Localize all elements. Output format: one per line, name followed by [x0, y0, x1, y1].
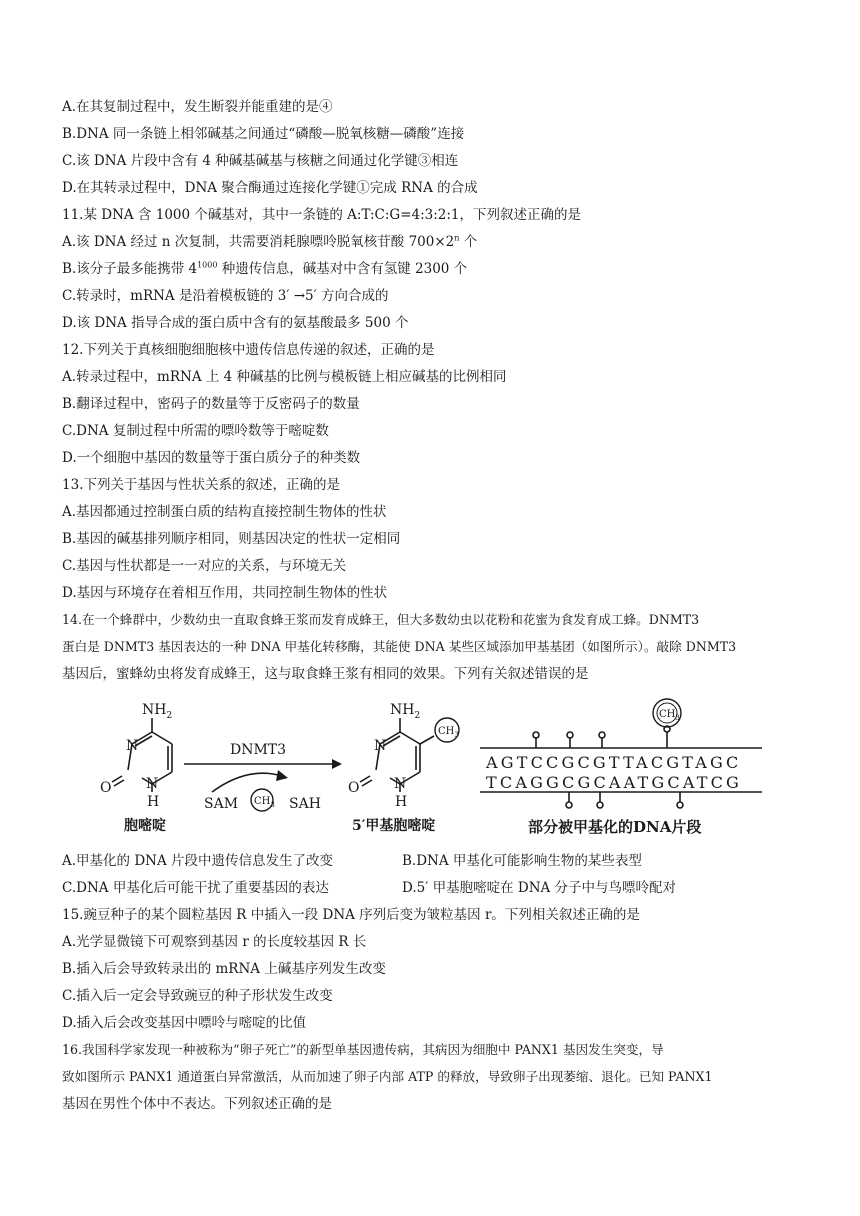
- cytosine-h-label: H: [147, 794, 160, 810]
- q16-stem-line3: 基因在男性个体中不表达。下列叙述正确的是: [62, 1096, 332, 1112]
- q11-option-c: C.转录时，mRNA 是沿着模板链的 3′ →5′ 方向合成的: [62, 288, 389, 304]
- reaction-arrow: [184, 759, 342, 792]
- q12-stem: 12.下列关于真核细胞细胞核中遗传信息传递的叙述，正确的是: [62, 342, 435, 358]
- q13-option-b: B.基因的碱基排列顺序相同，则基因决定的性状一定相同: [62, 531, 401, 547]
- q14-option-c: C.DNA 甲基化后可能干扰了重要基因的表达: [62, 880, 329, 896]
- methylcytosine-caption: 5′甲基胞嘧啶: [352, 818, 436, 834]
- q14-option-d: D.5′ 甲基胞嘧啶在 DNA 分子中与鸟嘌呤配对: [402, 880, 677, 896]
- methylcytosine-methyl-label: $CH_3$: [438, 726, 459, 739]
- dna-top-strand: AGTCCGCGTTACGTAGC: [486, 753, 742, 772]
- q16-stem-line1: 16.我国科学家发现一种被称为“卵子死亡”的新型单基因遗传病，其病因为细胞中 PANX1 基因发生突变，导: [62, 1042, 664, 1057]
- cytosine-nh2-label: $NH_2$: [142, 702, 173, 721]
- dna-fragment-caption: 部分被甲基化的DNA片段: [528, 818, 702, 836]
- cytosine-caption: 胞嘧啶: [124, 818, 166, 834]
- methylcytosine-o-label: O: [348, 780, 360, 796]
- q11-option-d: D.该 DNA 指导合成的蛋白质中含有的氨基酸最多 500 个: [62, 315, 409, 331]
- dna-bottom-strand: TCAGGCGCAATGCATCG: [486, 773, 743, 792]
- q13-option-a: A.基因都通过控制蛋白质的结构直接控制生物体的性状: [62, 504, 387, 520]
- q12-option-d: D.一个细胞中基因的数量等于蛋白质分子的种类数: [62, 450, 361, 466]
- q14-stem-line3: 基因后，蜜蜂幼虫将发育成蜂王，这与取食蜂王浆有相同的效果。下列有关叙述错误的是: [62, 666, 589, 682]
- q10-option-d: D.在其转录过程中，DNA 聚合酶通过连接化学键①完成 RNA 的合成: [62, 180, 478, 196]
- methylcytosine-n3-label: N: [374, 738, 387, 754]
- q15-option-d: D.插入后会改变基因中嘌呤与嘧啶的比值: [62, 1015, 307, 1031]
- q10-option-c: C.该 DNA 片段中含有 4 种碱基碱基与核糖之间通过化学键③相连: [62, 153, 459, 169]
- cytosine-n3-label: N: [126, 738, 139, 754]
- q12-option-a: A.转录过程中，mRNA 上 4 种碱基的比例与模板链上相应碱基的比例相同: [62, 369, 507, 385]
- q11-stem: 11.某 DNA 含 1000 个碱基对，其中一条链的 A:T:C:G=4:3:2:1，下列叙述正确的是: [62, 207, 582, 223]
- q14-option-b: B.DNA 甲基化可能影响生物的某些表型: [402, 853, 642, 869]
- q15-stem: 15.豌豆种子的某个圆粒基因 R 中插入一段 DNA 序列后变为皱粒基因 r。下列相关叙述正确的是: [62, 907, 640, 923]
- q14-option-a: A.甲基化的 DNA 片段中遗传信息发生了改变: [62, 853, 334, 869]
- q10-option-b: B.DNA 同一条链上相邻碱基之间通过“磷酸—脱氧核糖—磷酸”连接: [62, 126, 465, 142]
- q11-option-a: A.该 DNA 经过 n 次复制，共需要消耗腺嘌呤脱氧核苷酸 $700\times 2^n$ 个: [62, 233, 478, 250]
- methylcytosine-n1-label: N: [394, 776, 407, 792]
- methylcytosine-h-label: H: [395, 794, 408, 810]
- q14-stem-line1: 14.在一个蜂群中，少数幼虫一直取食蜂王浆而发育成蜂王，但大多数幼虫以花粉和花蜜为食发育成工蜂。DNMT3: [62, 612, 700, 627]
- q12-option-c: C.DNA 复制过程中所需的嘌呤数等于嘧啶数: [62, 423, 329, 439]
- q13-option-d: D.基因与环境存在着相互作用，共同控制生物体的性状: [62, 585, 388, 601]
- q13-stem: 13.下列关于基因与性状关系的叙述，正确的是: [62, 477, 340, 493]
- q15-option-a: A.光学显微镜下可观察到基因 r 的长度较基因 R 长: [62, 934, 367, 950]
- cytosine-o-label: O: [100, 780, 112, 796]
- sam-label: SAM: [204, 796, 239, 812]
- q16-stem-line2: 致如图所示 PANX1 通道蛋白异常激活，从而加速了卵子内部 ATP 的释放，导致卵子出现萎缩、退化。已知 PANX1: [62, 1069, 713, 1084]
- methyl-group-label: $CH_3$: [254, 796, 275, 809]
- cytosine-structure: [112, 718, 172, 792]
- sah-label: SAH: [289, 796, 321, 812]
- methylation-figure: [62, 696, 802, 846]
- q14-stem-line2: 蛋白是 DNMT3 基因表达的一种 DNA 甲基化转移酶，其能使 DNA 某些区域添加甲基基团（如图所示）。敲除 DNMT3: [62, 639, 737, 654]
- methylcytosine-nh2-label: $NH_2$: [390, 702, 421, 721]
- dna-methyl-label: $CH_3$: [659, 709, 680, 722]
- q10-option-a: A.在其复制过程中，发生断裂并能重建的是④: [62, 99, 333, 115]
- q15-option-c: C.插入后一定会导致豌豆的种子形状发生改变: [62, 988, 333, 1004]
- enzyme-label: DNMT3: [230, 742, 287, 758]
- q11-option-b: B.该分子最多能携带 $4^{1000}$ 种遗传信息，碱基对中含有氢键 2300 个: [62, 260, 468, 277]
- q15-option-b: B.插入后会导致转录出的 mRNA 上碱基序列发生改变: [62, 961, 386, 977]
- q13-option-c: C.基因与性状都是一一对应的关系，与环境无关: [62, 558, 347, 574]
- methylation-diagram: [62, 696, 802, 846]
- cytosine-n1-label: N: [146, 776, 159, 792]
- q12-option-b: B.翻译过程中，密码子的数量等于反密码子的数量: [62, 396, 360, 412]
